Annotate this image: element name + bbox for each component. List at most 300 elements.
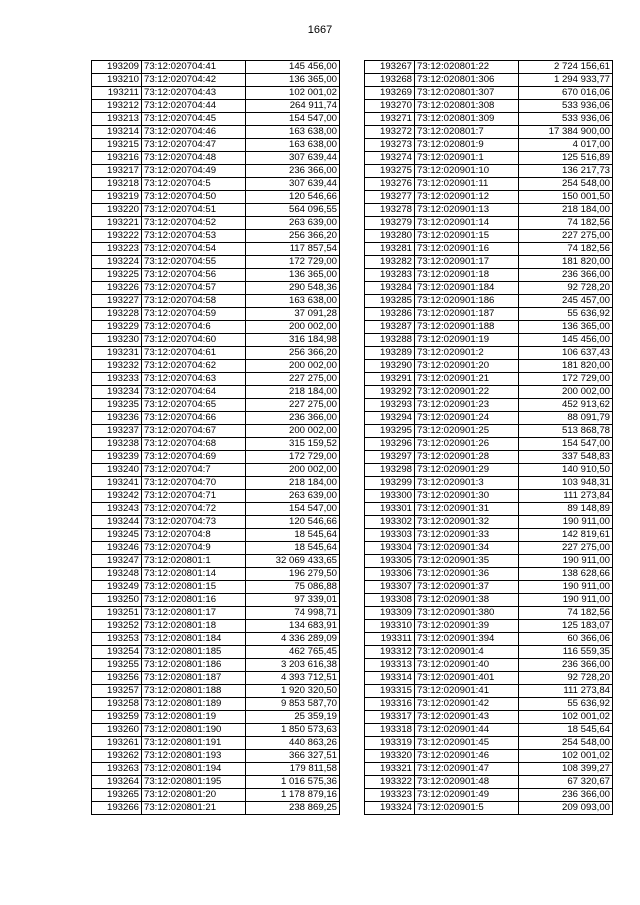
row-number-cell: 193293	[365, 399, 415, 412]
value-cell: 264 911,74	[246, 100, 340, 113]
table-row	[92, 516, 340, 529]
cadastral-number-cell: 73:12:020704:59	[142, 308, 246, 321]
value-cell: 172 729,00	[246, 256, 340, 269]
row-number-cell: 193261	[92, 737, 142, 750]
value-cell: 3 203 616,38	[246, 659, 340, 672]
table-row	[365, 802, 613, 815]
cadastral-number-cell: 73:12:020901:44	[415, 724, 519, 737]
value-cell: 18 545,64	[246, 529, 340, 542]
cadastral-number-cell: 73:12:020801:184	[142, 633, 246, 646]
row-number-cell: 193276	[365, 178, 415, 191]
row-number-cell: 193238	[92, 438, 142, 451]
value-cell: 37 091,28	[246, 308, 340, 321]
table-row	[92, 386, 340, 399]
cadastral-number-cell: 73:12:020704:65	[142, 399, 246, 412]
row-number-cell: 193302	[365, 516, 415, 529]
row-number-cell: 193231	[92, 347, 142, 360]
cadastral-number-cell: 73:12:020901:25	[415, 425, 519, 438]
table-row	[365, 477, 613, 490]
table-row	[365, 451, 613, 464]
table-row	[365, 308, 613, 321]
cadastral-number-cell: 73:12:020901:37	[415, 581, 519, 594]
value-cell: 440 863,26	[246, 737, 340, 750]
cadastral-number-cell: 73:12:020901:46	[415, 750, 519, 763]
table-row	[92, 763, 340, 776]
row-number-cell: 193230	[92, 334, 142, 347]
row-number-cell: 193290	[365, 360, 415, 373]
cadastral-number-cell: 73:12:020901:13	[415, 204, 519, 217]
row-number-cell: 193324	[365, 802, 415, 815]
value-cell: 533 936,06	[519, 113, 613, 126]
value-cell: 1 850 573,63	[246, 724, 340, 737]
row-number-cell: 193303	[365, 529, 415, 542]
cadastral-number-cell: 73:12:020901:38	[415, 594, 519, 607]
cadastral-number-cell: 73:12:020801:194	[142, 763, 246, 776]
table-row	[365, 126, 613, 139]
cadastral-number-cell: 73:12:020901:10	[415, 165, 519, 178]
row-number-cell: 193266	[92, 802, 142, 815]
table-row	[365, 139, 613, 152]
cadastral-number-cell: 73:12:020704:73	[142, 516, 246, 529]
value-cell: 238 869,25	[246, 802, 340, 815]
cadastral-number-cell: 73:12:020801:191	[142, 737, 246, 750]
value-cell: 4 336 289,09	[246, 633, 340, 646]
row-number-cell: 193242	[92, 490, 142, 503]
table-row	[92, 672, 340, 685]
value-cell: 245 457,00	[519, 295, 613, 308]
cadastral-number-cell: 73:12:020801:18	[142, 620, 246, 633]
cadastral-number-cell: 73:12:020901:28	[415, 451, 519, 464]
cadastral-number-cell: 73:12:020704:7	[142, 464, 246, 477]
table-row	[365, 724, 613, 737]
value-cell: 564 096,55	[246, 204, 340, 217]
table-row	[92, 633, 340, 646]
cadastral-number-cell: 73:12:020901:3	[415, 477, 519, 490]
row-number-cell: 193229	[92, 321, 142, 334]
value-cell: 462 765,45	[246, 646, 340, 659]
value-cell: 108 399,27	[519, 763, 613, 776]
row-number-cell: 193313	[365, 659, 415, 672]
table-row	[365, 581, 613, 594]
row-number-cell: 193289	[365, 347, 415, 360]
row-number-cell: 193277	[365, 191, 415, 204]
table-row	[92, 607, 340, 620]
table-row	[365, 152, 613, 165]
table-row	[92, 217, 340, 230]
table-row	[92, 100, 340, 113]
value-cell: 74 182,56	[519, 607, 613, 620]
table-row	[92, 438, 340, 451]
table-row	[92, 412, 340, 425]
value-cell: 227 275,00	[519, 542, 613, 555]
value-cell: 117 857,54	[246, 243, 340, 256]
cadastral-number-cell: 73:12:020704:62	[142, 360, 246, 373]
table-row	[92, 594, 340, 607]
table-row	[92, 139, 340, 152]
cadastral-number-cell: 73:12:020901:29	[415, 464, 519, 477]
row-number-cell: 193224	[92, 256, 142, 269]
row-number-cell: 193306	[365, 568, 415, 581]
cadastral-number-cell: 73:12:020901:45	[415, 737, 519, 750]
value-cell: 263 639,00	[246, 217, 340, 230]
table-row	[365, 373, 613, 386]
cadastral-number-cell: 73:12:020704:68	[142, 438, 246, 451]
cadastral-number-cell: 73:12:020801:189	[142, 698, 246, 711]
value-cell: 1 178 879,16	[246, 789, 340, 802]
row-number-cell: 193221	[92, 217, 142, 230]
row-number-cell: 193292	[365, 386, 415, 399]
cadastral-number-cell: 73:12:020801:7	[415, 126, 519, 139]
cadastral-number-cell: 73:12:020901:42	[415, 698, 519, 711]
table-row	[365, 204, 613, 217]
row-number-cell: 193215	[92, 139, 142, 152]
cadastral-number-cell: 73:12:020901:15	[415, 230, 519, 243]
table-row	[92, 451, 340, 464]
cadastral-number-cell: 73:12:020901:11	[415, 178, 519, 191]
row-number-cell: 193253	[92, 633, 142, 646]
cadastral-number-cell: 73:12:020901:4	[415, 646, 519, 659]
value-cell: 154 547,00	[519, 438, 613, 451]
cadastral-number-cell: 73:12:020901:12	[415, 191, 519, 204]
row-number-cell: 193322	[365, 776, 415, 789]
value-cell: 533 936,06	[519, 100, 613, 113]
registry-table-left-body	[92, 61, 340, 815]
value-cell: 138 628,66	[519, 568, 613, 581]
cadastral-number-cell: 73:12:020704:41	[142, 61, 246, 74]
cadastral-number-cell: 73:12:020704:64	[142, 386, 246, 399]
table-row	[92, 243, 340, 256]
cadastral-number-cell: 73:12:020901:16	[415, 243, 519, 256]
value-cell: 92 728,20	[519, 672, 613, 685]
cadastral-number-cell: 73:12:020901:22	[415, 386, 519, 399]
value-cell: 254 548,00	[519, 178, 613, 191]
cadastral-number-cell: 73:12:020801:308	[415, 100, 519, 113]
table-row	[365, 490, 613, 503]
row-number-cell: 193297	[365, 451, 415, 464]
cadastral-number-cell: 73:12:020704:54	[142, 243, 246, 256]
table-row	[92, 503, 340, 516]
table-row	[365, 165, 613, 178]
value-cell: 134 683,91	[246, 620, 340, 633]
value-cell: 337 548,83	[519, 451, 613, 464]
cadastral-number-cell: 73:12:020704:46	[142, 126, 246, 139]
row-number-cell: 193236	[92, 412, 142, 425]
value-cell: 256 366,20	[246, 230, 340, 243]
value-cell: 74 998,71	[246, 607, 340, 620]
table-row	[365, 659, 613, 672]
value-cell: 366 327,51	[246, 750, 340, 763]
value-cell: 97 339,01	[246, 594, 340, 607]
value-cell: 200 002,00	[246, 321, 340, 334]
cadastral-number-cell: 73:12:020704:71	[142, 490, 246, 503]
cadastral-number-cell: 73:12:020901:49	[415, 789, 519, 802]
row-number-cell: 193312	[365, 646, 415, 659]
cadastral-number-cell: 73:12:020901:17	[415, 256, 519, 269]
table-row	[92, 724, 340, 737]
row-number-cell: 193240	[92, 464, 142, 477]
value-cell: 92 728,20	[519, 282, 613, 295]
table-row	[92, 165, 340, 178]
row-number-cell: 193284	[365, 282, 415, 295]
value-cell: 236 366,00	[519, 659, 613, 672]
table-row	[365, 230, 613, 243]
row-number-cell: 193258	[92, 698, 142, 711]
cadastral-number-cell: 73:12:020801:17	[142, 607, 246, 620]
cadastral-number-cell: 73:12:020801:195	[142, 776, 246, 789]
value-cell: 236 366,00	[519, 269, 613, 282]
row-number-cell: 193280	[365, 230, 415, 243]
value-cell: 307 639,44	[246, 152, 340, 165]
row-number-cell: 193244	[92, 516, 142, 529]
row-number-cell: 193233	[92, 373, 142, 386]
cadastral-number-cell: 73:12:020801:193	[142, 750, 246, 763]
value-cell: 74 182,56	[519, 217, 613, 230]
row-number-cell: 193315	[365, 685, 415, 698]
table-row	[365, 789, 613, 802]
cadastral-number-cell: 73:12:020704:56	[142, 269, 246, 282]
value-cell: 670 016,06	[519, 87, 613, 100]
table-row	[365, 529, 613, 542]
row-number-cell: 193321	[365, 763, 415, 776]
table-row	[365, 321, 613, 334]
row-number-cell: 193226	[92, 282, 142, 295]
table-row	[365, 620, 613, 633]
value-cell: 111 273,84	[519, 490, 613, 503]
table-row	[365, 386, 613, 399]
table-row	[92, 74, 340, 87]
cadastral-number-cell: 73:12:020704:9	[142, 542, 246, 555]
value-cell: 18 545,64	[519, 724, 613, 737]
row-number-cell: 193279	[365, 217, 415, 230]
value-cell: 102 001,02	[519, 711, 613, 724]
value-cell: 172 729,00	[519, 373, 613, 386]
row-number-cell: 193320	[365, 750, 415, 763]
row-number-cell: 193257	[92, 685, 142, 698]
table-row	[92, 802, 340, 815]
cadastral-number-cell: 73:12:020901:186	[415, 295, 519, 308]
value-cell: 181 820,00	[519, 360, 613, 373]
table-row	[92, 659, 340, 672]
table-row	[92, 373, 340, 386]
value-cell: 150 001,50	[519, 191, 613, 204]
table-row	[365, 568, 613, 581]
row-number-cell: 193317	[365, 711, 415, 724]
value-cell: 136 365,00	[246, 74, 340, 87]
row-number-cell: 193214	[92, 126, 142, 139]
value-cell: 142 819,61	[519, 529, 613, 542]
cadastral-number-cell: 73:12:020801:15	[142, 581, 246, 594]
cadastral-number-cell: 73:12:020901:23	[415, 399, 519, 412]
table-row	[365, 503, 613, 516]
table-row	[365, 633, 613, 646]
row-number-cell: 193210	[92, 74, 142, 87]
row-number-cell: 193220	[92, 204, 142, 217]
row-number-cell: 193264	[92, 776, 142, 789]
cadastral-number-cell: 73:12:020801:21	[142, 802, 246, 815]
cadastral-number-cell: 73:12:020704:47	[142, 139, 246, 152]
table-row	[92, 178, 340, 191]
table-row	[365, 347, 613, 360]
table-row	[365, 74, 613, 87]
table-row	[365, 516, 613, 529]
table-row	[92, 399, 340, 412]
row-number-cell: 193275	[365, 165, 415, 178]
value-cell: 172 729,00	[246, 451, 340, 464]
row-number-cell: 193272	[365, 126, 415, 139]
table-row	[92, 321, 340, 334]
row-number-cell: 193296	[365, 438, 415, 451]
value-cell: 60 366,06	[519, 633, 613, 646]
cadastral-number-cell: 73:12:020901:30	[415, 490, 519, 503]
table-row	[92, 542, 340, 555]
cadastral-number-cell: 73:12:020704:44	[142, 100, 246, 113]
cadastral-number-cell: 73:12:020901:24	[415, 412, 519, 425]
cadastral-number-cell: 73:12:020901:187	[415, 308, 519, 321]
value-cell: 18 545,64	[246, 542, 340, 555]
row-number-cell: 193319	[365, 737, 415, 750]
table-row	[92, 776, 340, 789]
cadastral-number-cell: 73:12:020901:18	[415, 269, 519, 282]
table-row	[365, 672, 613, 685]
value-cell: 4 017,00	[519, 139, 613, 152]
cadastral-number-cell: 73:12:020901:188	[415, 321, 519, 334]
cadastral-number-cell: 73:12:020901:26	[415, 438, 519, 451]
row-number-cell: 193323	[365, 789, 415, 802]
value-cell: 102 001,02	[519, 750, 613, 763]
table-row	[92, 61, 340, 74]
cadastral-number-cell: 73:12:020801:185	[142, 646, 246, 659]
cadastral-number-cell: 73:12:020801:188	[142, 685, 246, 698]
row-number-cell: 193228	[92, 308, 142, 321]
cadastral-number-cell: 73:12:020901:401	[415, 672, 519, 685]
row-number-cell: 193218	[92, 178, 142, 191]
row-number-cell: 193278	[365, 204, 415, 217]
table-row	[365, 399, 613, 412]
cadastral-number-cell: 73:12:020704:55	[142, 256, 246, 269]
table-row	[365, 61, 613, 74]
value-cell: 307 639,44	[246, 178, 340, 191]
row-number-cell: 193252	[92, 620, 142, 633]
value-cell: 179 811,58	[246, 763, 340, 776]
value-cell: 17 384 900,00	[519, 126, 613, 139]
row-number-cell: 193265	[92, 789, 142, 802]
row-number-cell: 193232	[92, 360, 142, 373]
value-cell: 106 637,43	[519, 347, 613, 360]
cadastral-number-cell: 73:12:020801:307	[415, 87, 519, 100]
cadastral-number-cell: 73:12:020901:31	[415, 503, 519, 516]
cadastral-number-cell: 73:12:020901:2	[415, 347, 519, 360]
value-cell: 89 148,89	[519, 503, 613, 516]
row-number-cell: 193311	[365, 633, 415, 646]
value-cell: 32 069 433,65	[246, 555, 340, 568]
value-cell: 256 366,20	[246, 347, 340, 360]
registry-table-right	[364, 60, 613, 815]
value-cell: 163 638,00	[246, 139, 340, 152]
row-number-cell: 193288	[365, 334, 415, 347]
table-row	[92, 230, 340, 243]
row-number-cell: 193248	[92, 568, 142, 581]
row-number-cell: 193283	[365, 269, 415, 282]
row-number-cell: 193263	[92, 763, 142, 776]
cadastral-number-cell: 73:12:020704:48	[142, 152, 246, 165]
cadastral-number-cell: 73:12:020901:48	[415, 776, 519, 789]
row-number-cell: 193294	[365, 412, 415, 425]
registry-table-left	[91, 60, 340, 815]
table-row	[92, 308, 340, 321]
table-row	[92, 620, 340, 633]
value-cell: 452 913,62	[519, 399, 613, 412]
row-number-cell: 193225	[92, 269, 142, 282]
table-row	[92, 87, 340, 100]
table-row	[365, 100, 613, 113]
cadastral-number-cell: 73:12:020704:57	[142, 282, 246, 295]
table-row	[92, 581, 340, 594]
row-number-cell: 193305	[365, 555, 415, 568]
table-row	[92, 646, 340, 659]
cadastral-number-cell: 73:12:020901:19	[415, 334, 519, 347]
value-cell: 163 638,00	[246, 295, 340, 308]
value-cell: 236 366,00	[519, 789, 613, 802]
cadastral-number-cell: 73:12:020704:43	[142, 87, 246, 100]
row-number-cell: 193241	[92, 477, 142, 490]
row-number-cell: 193259	[92, 711, 142, 724]
value-cell: 125 183,07	[519, 620, 613, 633]
cadastral-number-cell: 73:12:020901:32	[415, 516, 519, 529]
table-row	[365, 412, 613, 425]
table-row	[92, 568, 340, 581]
value-cell: 290 548,36	[246, 282, 340, 295]
cadastral-number-cell: 73:12:020901:21	[415, 373, 519, 386]
row-number-cell: 193217	[92, 165, 142, 178]
row-number-cell: 193314	[365, 672, 415, 685]
cadastral-number-cell: 73:12:020901:5	[415, 802, 519, 815]
value-cell: 136 365,00	[519, 321, 613, 334]
row-number-cell: 193234	[92, 386, 142, 399]
table-row	[365, 217, 613, 230]
table-row	[365, 87, 613, 100]
value-cell: 2 724 156,61	[519, 61, 613, 74]
row-number-cell: 193223	[92, 243, 142, 256]
value-cell: 218 184,00	[246, 477, 340, 490]
table-row	[365, 763, 613, 776]
value-cell: 316 184,98	[246, 334, 340, 347]
row-number-cell: 193222	[92, 230, 142, 243]
row-number-cell: 193299	[365, 477, 415, 490]
row-number-cell: 193219	[92, 191, 142, 204]
row-number-cell: 193256	[92, 672, 142, 685]
cadastral-number-cell: 73:12:020901:39	[415, 620, 519, 633]
cadastral-number-cell: 73:12:020801:19	[142, 711, 246, 724]
cadastral-number-cell: 73:12:020901:34	[415, 542, 519, 555]
row-number-cell: 193291	[365, 373, 415, 386]
row-number-cell: 193308	[365, 594, 415, 607]
cadastral-number-cell: 73:12:020801:309	[415, 113, 519, 126]
table-row	[365, 243, 613, 256]
table-row	[365, 269, 613, 282]
value-cell: 136 217,73	[519, 165, 613, 178]
table-row	[365, 113, 613, 126]
cadastral-number-cell: 73:12:020901:184	[415, 282, 519, 295]
cadastral-number-cell: 73:12:020801:16	[142, 594, 246, 607]
value-cell: 145 456,00	[246, 61, 340, 74]
value-cell: 116 559,35	[519, 646, 613, 659]
table-row	[92, 555, 340, 568]
row-number-cell: 193243	[92, 503, 142, 516]
value-cell: 163 638,00	[246, 126, 340, 139]
row-number-cell: 193262	[92, 750, 142, 763]
cadastral-number-cell: 73:12:020704:5	[142, 178, 246, 191]
value-cell: 102 001,02	[246, 87, 340, 100]
